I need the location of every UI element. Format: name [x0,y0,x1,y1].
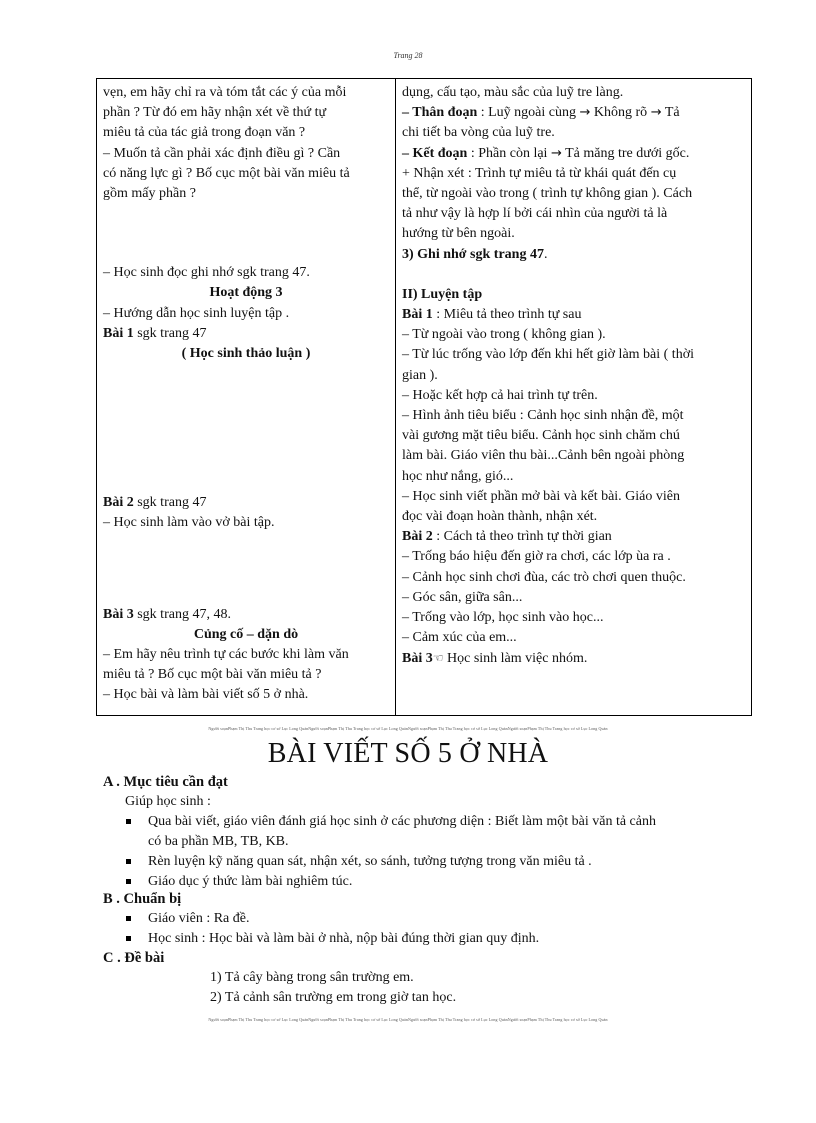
list-item-text: Giáo dục ý thức làm bài nghiêm túc. [148,874,353,889]
exercise-text: : Miêu tả theo trình tự sau [432,307,582,323]
list-item [125,909,743,929]
text-line: đọc vài đoạn hoàn thành, nhận xét. [402,509,598,525]
pointing-hand-icon: ☜ [432,651,444,666]
text-span: . [543,246,548,262]
text-line: – Hoặc kết hợp cả hai trình tự trên. [402,387,598,403]
topic-item: 1) Tả cây bàng trong sân trường em. [210,970,414,985]
section-label: – Thân đoạn [402,105,478,121]
text-line: chi tiết ba vòng của luỹ tre. [402,125,555,141]
text-line: phần ? Từ đó em hãy nhận xét về thứ tự [103,105,327,121]
text-line: – Từ ngoài vào trong ( không gian ). [402,327,606,343]
text-line [402,103,745,123]
text-line: – Học sinh làm vào vở bài tập. [103,515,275,531]
arrow-right-icon: → [579,105,591,121]
text-line: – Cảm xúc của em... [402,630,517,646]
section-c [103,948,743,1008]
exercise-label: Bài 1 [402,307,433,323]
page-header: Trang 28 [393,51,423,60]
preparation-list [103,909,743,949]
section-heading: B . Chuẩn bị [103,891,182,907]
text-line: – Cảnh học sinh chơi đùa, các trò chơi quen thuộc. [402,569,686,585]
list-item-text: Học sinh : Học bài và làm bài ở nhà, nộp bài đúng thời gian quy định. [148,931,540,946]
text-line: làm bài. Giáo viên thu bài...Cảnh bên ngoài phòng [402,448,685,464]
text-line: – Trống vào lớp, học sinh vào học... [402,610,604,626]
exercise-text: sgk trang 47 [133,495,207,511]
text-line: – Từ lúc trống vào lớp đến khi hết giờ làm bài ( thời [402,347,694,363]
page-title: BÀI VIẾT SỐ 5 Ở NHÀ [267,738,549,769]
exercise-label: Bài 2 [402,529,433,545]
section-b [103,889,743,949]
list-item [125,929,743,949]
exercise-line [103,324,389,344]
objective-list [103,812,743,892]
content-column [396,79,752,716]
footer-text: Người soạnPhạm Thị Thu Trang học cơ sở Lục Long QuảnNgười soạnPhạm Thị Thu Trang học cơ sở Lục Long QuảnNgười soạnPhạm Thị Thu Trang học cơ sở Lục Long QuảnNgười soạnPhạm Thị Thu Trang học cơ sở Lục Long Quản [208,1017,608,1022]
text-line [402,245,745,265]
text-line: – Hình ảnh tiêu biểu : Cảnh học sinh nhận đề, một [402,408,684,424]
exercise-line [402,648,745,669]
text-span: Tả măng tre dưới gốc. [561,145,690,161]
practice-heading: II) Luyện tập [402,286,483,302]
table-row [97,79,752,716]
square-bullet-icon [126,859,131,864]
square-bullet-icon [126,819,131,824]
text-span: : Phần còn lại [467,145,551,161]
text-line: vẹn, em hãy chỉ ra và tóm tắt các ý của mỗi [103,85,347,100]
text-line: có năng lực gì ? Bố cục một bài văn miêu tả [103,165,350,181]
square-bullet-icon [126,936,131,941]
text-line: dụng, cấu tạo, màu sắc của luỹ tre làng. [402,85,624,100]
section-a [103,772,743,892]
text-span: : Luỹ ngoài cùng [477,105,580,121]
text-line: – Học sinh đọc ghi nhớ sgk trang 47. [103,265,310,281]
text-line: tả như vậy là hợp lí bởi cái nhìn của người tả là [402,206,668,222]
text-line: vài gương mặt tiêu biểu. Cảnh học sinh chăm chú [402,428,680,444]
exercise-label: Bài 3 [103,606,134,622]
text-line: gồm mấy phần ? [103,186,196,202]
text-line [402,144,745,164]
review-heading: Củng cố – dặn dò [193,626,299,642]
arrow-right-icon: → [550,145,562,161]
exercise-text: sgk trang 47 [133,325,207,341]
exercise-line [402,305,745,325]
text-line: học như nắng, gió... [402,468,514,484]
text-span: Tả [661,105,680,121]
exercise-line [402,527,745,547]
topic-item: 2) Tả cảnh sân trường em trong giờ tan học. [210,990,457,1005]
text-line: miêu tả của tác giả trong đoạn văn ? [103,125,306,141]
text-line: gian ). [402,367,438,383]
section-heading: C . Đề bài [103,950,165,966]
exercise-line [103,605,389,625]
list-item-text: có ba phần MB, TB, KB. [148,834,289,849]
square-bullet-icon [126,916,131,921]
text-span: Không rõ [590,105,651,121]
list-item [125,852,743,872]
discussion-note: ( Học sinh thảo luận ) [181,346,311,362]
text-line: – Học bài và làm bài viết số 5 ở nhà. [103,687,309,703]
lesson-table [96,78,752,716]
exercise-label: Bài 2 [103,495,134,511]
arrow-right-icon: → [650,105,662,121]
memory-note: 3) Ghi nhớ sgk trang 47 [402,246,544,262]
list-item-text: Giáo viên : Ra đề. [148,911,250,926]
exercise-text: : Cách tả theo trình tự thời gian [432,529,612,545]
teacher-column [97,79,396,716]
text-line: – Trống báo hiệu đến giờ ra chơi, các lớp ùa ra . [402,549,671,565]
section-intro: Giúp học sinh : [125,794,211,809]
exercise-label: Bài 1 [103,325,134,341]
section-label: – Kết đoạn [402,145,468,161]
text-line: – Hướng dẫn học sinh luyện tập . [103,305,290,321]
text-line: miêu tả ? Bố cục một bài văn miêu tả ? [103,667,322,683]
section-heading: A . Mục tiêu cần đạt [103,774,228,790]
exercise-label: Bài 3 [402,651,433,667]
text-line: – Góc sân, giữa sân... [402,589,523,605]
footer-text: Người soạnPhạm Thị Thu Trang học cơ sở Lục Long QuảnNgười soạnPhạm Thị Thu Trang học cơ sở Lục Long QuảnNgười soạnPhạm Thị Thu Trang học cơ sở Lục Long QuảnNgười soạnPhạm Thị Thu Trang học cơ sở Lục Long Quản [208,726,608,731]
text-line: – Muốn tả cần phải xác định điều gì ? Cần [103,145,341,161]
square-bullet-icon [126,879,131,884]
exercise-text: sgk trang 47, 48. [133,606,231,622]
activity-heading: Hoạt động 3 [209,285,283,301]
exercise-line [103,493,389,513]
text-line: – Học sinh viết phần mở bài và kết bài. Giáo viên [402,488,681,504]
text-line: + Nhận xét : Trình tự miêu tả từ khái quát đến cụ [402,165,677,181]
list-item [125,812,743,852]
list-item-text: Qua bài viết, giáo viên đánh giá học sinh ở các phương diện : Biết làm một bài văn tả cảnh [148,814,656,829]
exercise-text: Học sinh làm việc nhóm. [443,651,588,667]
text-line: hướng từ bên ngoài. [402,226,515,242]
text-line: thể, từ ngoài vào trong ( trình tự không gian ). Cách [402,186,693,202]
list-item-text: Rèn luyện kỹ năng quan sát, nhận xét, so sánh, tưởng tượng trong văn miêu tả . [148,854,592,869]
text-line: – Em hãy nêu trình tự các bước khi làm văn [103,647,349,663]
